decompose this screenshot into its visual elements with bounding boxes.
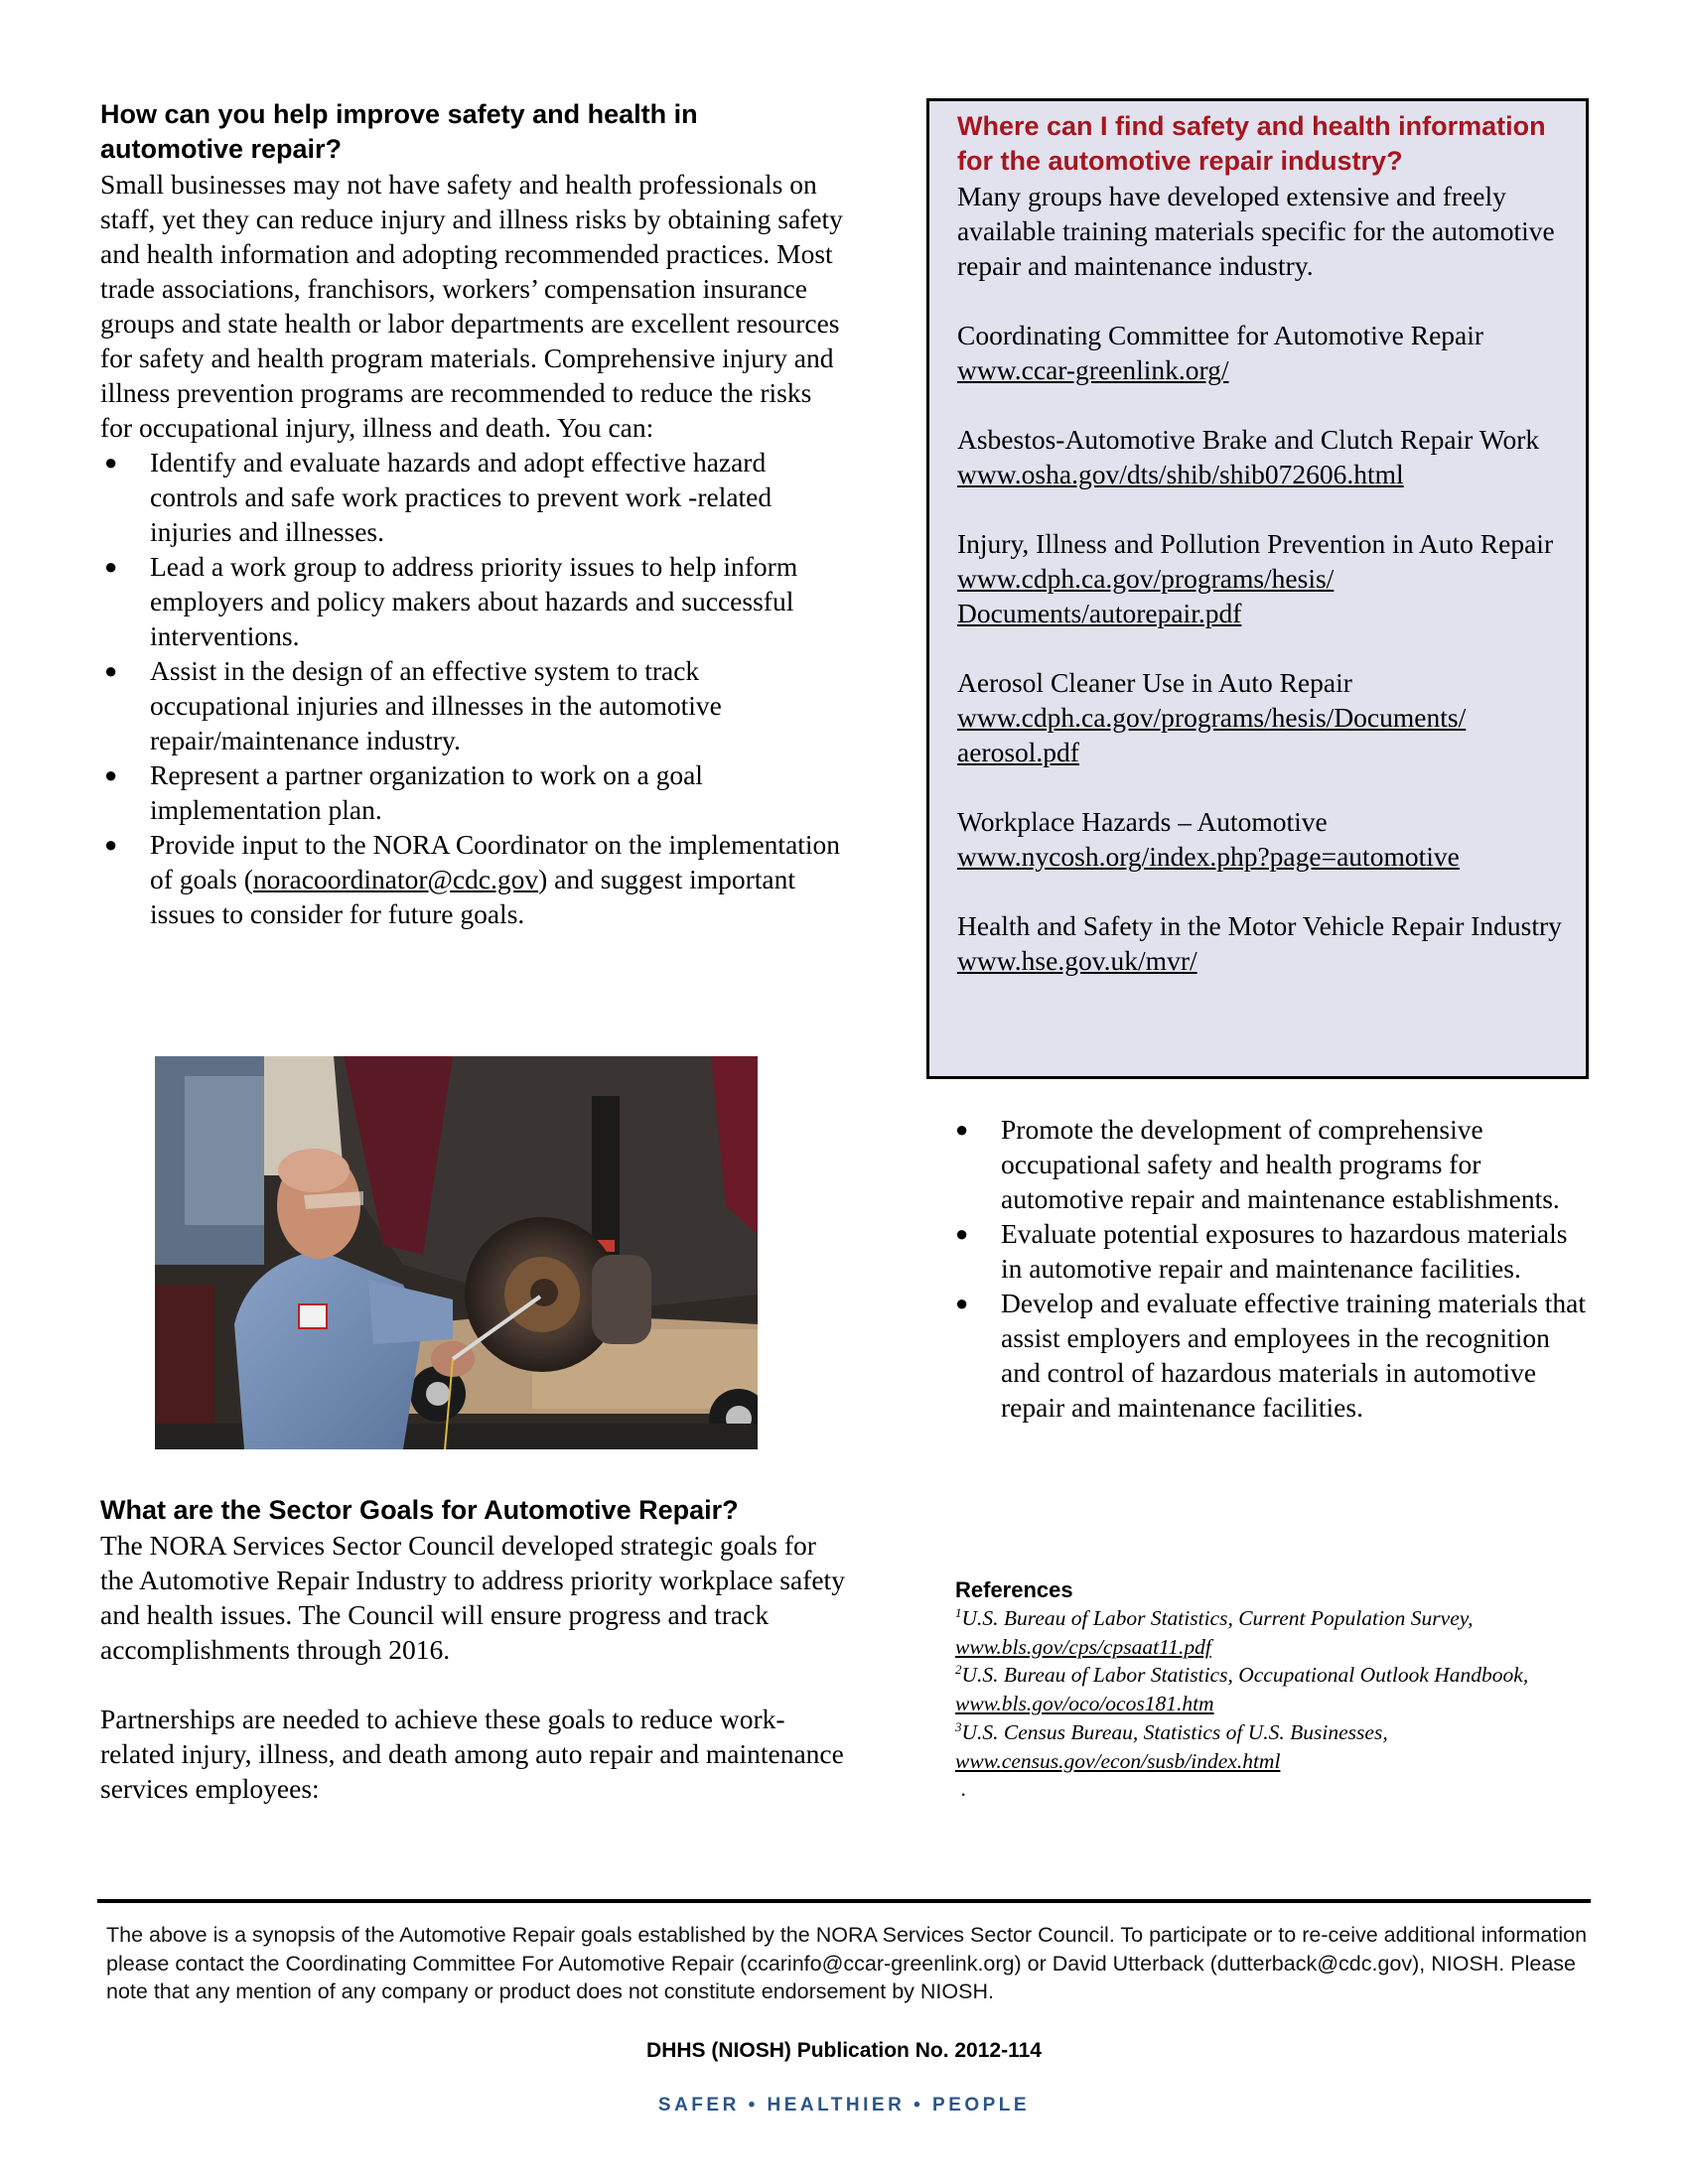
list-item: ● Lead a work group to address priority issues to help inform employers and policy makers about hazards and successful interventions.: [104, 551, 798, 651]
bullet-icon: ●: [955, 1221, 969, 1246]
sector-goals-paragraph: The NORA Services Sector Council developed strategic goals for the Automotive Repair Industry to address priority workplace safety and health issues. The Council will ensure progress and track accomplishments through 2016.: [100, 1530, 845, 1665]
nora-coordinator-email-link[interactable]: noracoordinator@cdc.gov: [252, 864, 539, 894]
resource-item: Injury, Illness and Pollution Prevention in Auto Repair www.cdph.ca.gov/programs/hesis/ Documents/autorepair.pdf: [957, 528, 1554, 628]
bullet-icon: ●: [104, 450, 118, 475]
reference-link[interactable]: www.bls.gov/oco/ocos181.htm: [955, 1692, 1214, 1716]
references-section: [955, 1576, 1591, 1804]
resources-intro: Many groups have developed extensive and freely available training materials specific for the automotive repair and maintenance industry.: [957, 181, 1555, 281]
bullet-icon: ●: [104, 832, 118, 857]
resource-link[interactable]: www.nycosh.org/index.php?page=automotive: [957, 841, 1460, 872]
publication-number: DHHS (NIOSH) Publication No. 2012-114: [646, 2039, 1042, 2062]
resource-link[interactable]: www.cdph.ca.gov/programs/hesis/Documents/ aerosol.pdf: [957, 702, 1467, 767]
help-heading: How can you help improve safety and health in automotive repair?: [100, 99, 698, 164]
sector-goals-heading: What are the Sector Goals for Automotive Repair?: [100, 1495, 739, 1525]
footer-divider: [97, 1899, 1591, 1903]
references-heading: References: [955, 1577, 1073, 1602]
help-bullet-list: [100, 445, 845, 931]
mechanic-photo: [155, 1056, 758, 1449]
sector-goals-list: [951, 1112, 1587, 1425]
resources-heading: Where can I find safety and health information for the automotive repair industry?: [957, 111, 1546, 176]
reference-item: $^2$U.S. Bureau of Labor Statistics, Occupational Outlook Handbook, www.bls.gov/oco/ocos181.htm: [955, 1662, 1529, 1716]
resource-link[interactable]: www.osha.gov/dts/shib/shib072606.html: [957, 459, 1404, 489]
reference-link[interactable]: www.bls.gov/cps/cpsaat11.pdf: [955, 1634, 1211, 1659]
list-item: ● Evaluate potential exposures to hazardous materials in automotive repair and maintenance facilities.: [955, 1218, 1568, 1284]
resource-link[interactable]: www.cdph.ca.gov/programs/hesis/ Documents/autorepair.pdf: [957, 563, 1335, 628]
mechanic-photo-image: [155, 1056, 758, 1449]
niosh-tagline-logo: SAFER • HEALTHIER • PEOPLE: [657, 2095, 1031, 2116]
list-item: ● Promote the development of comprehensive occupational safety and health programs for automotive repair and maintenance establishments.: [955, 1114, 1560, 1214]
list-item: ● Identify and evaluate hazards and adopt effective hazard controls and safe work practices to prevent work -related injuries and illnesses.: [104, 447, 773, 547]
footer-synopsis: The above is a synopsis of the Automotive Repair goals established by the NORA Services Sector Council. To participate or to re-ceive additional information please contact the Coordinating Committee For Automotive Repair (ccarinfo@ccar-greenlink.org) or David Utterback (dutterback@cdc.gov), NIOSH. Please note that any mention of any company or product does not constitute endorsement by NIOSH.: [106, 1923, 1588, 2003]
partnerships-paragraph: Partnerships are needed to achieve these goals to reduce work-related injury, illness, and death among auto repair and maintenance services employees:: [100, 1704, 844, 1804]
resource-item: Aerosol Cleaner Use in Auto Repair www.cdph.ca.gov/programs/hesis/Documents/ aerosol.pdf: [957, 667, 1467, 767]
sector-goals-section: [100, 1493, 855, 1806]
resource-item: Asbestos-Automotive Brake and Clutch Repair Work www.osha.gov/dts/shib/shib072606.html: [957, 424, 1540, 489]
list-item: ● Assist in the design of an effective system to track occupational injuries and illnesses in the automotive repair/maintenance industry.: [104, 655, 722, 755]
resource-item: Workplace Hazards – Automotive www.nycosh.org/index.php?page=automotive: [957, 806, 1460, 872]
bullet-icon: ●: [104, 658, 118, 683]
reference-link[interactable]: www.census.gov/econ/susb/index.html: [955, 1748, 1281, 1773]
list-item: ● Develop and evaluate effective training materials that assist employers and employees in the recognition and control of hazardous materials in automotive repair and maintenance facilities.: [955, 1288, 1586, 1423]
resource-item: Health and Safety in the Motor Vehicle Repair Industry www.hse.gov.uk/mvr/: [957, 910, 1562, 976]
bullet-icon: ●: [104, 762, 118, 787]
resources-box: [926, 98, 1589, 1079]
resource-item: Coordinating Committee for Automotive Repair www.ccar-greenlink.org/: [957, 320, 1484, 385]
help-section: [100, 97, 845, 931]
bullet-icon: ●: [955, 1291, 969, 1315]
help-intro: Small businesses may not have safety and health professionals on staff, yet they can reduce injury and illness risks by obtaining safety and health information and adopting recommended practices. Most trade associations, franchisors, workers’ compensation insurance groups and state health or labor departments are excellent resources for safety and health program materials. Comprehensive injury and illness prevention programs are recommended to reduce the risks for occupational injury, illness and death. You can:: [100, 169, 843, 443]
reference-item: $^1$U.S. Bureau of Labor Statistics, Current Population Survey, www.bls.gov/cps/cpsaat11.pdf: [955, 1605, 1474, 1659]
bullet-icon: ●: [955, 1117, 969, 1142]
resource-link[interactable]: www.hse.gov.uk/mvr/: [957, 945, 1197, 976]
list-item: ● Represent a partner organization to work on a goal implementation plan.: [104, 759, 703, 825]
reference-item: $^3$U.S. Census Bureau, Statistics of U.S. Businesses, www.census.gov/econ/susb/index.html: [955, 1718, 1388, 1773]
list-item: ● Provide input to the NORA Coordinator on the implementation of goals (noracoordinator@cdc.gov) and suggest important issues to consider for future goals.: [104, 829, 841, 929]
bullet-icon: ●: [104, 554, 118, 579]
reference-trailing-dot: .: [961, 1777, 967, 1802]
resource-link[interactable]: www.ccar-greenlink.org/: [957, 354, 1229, 385]
